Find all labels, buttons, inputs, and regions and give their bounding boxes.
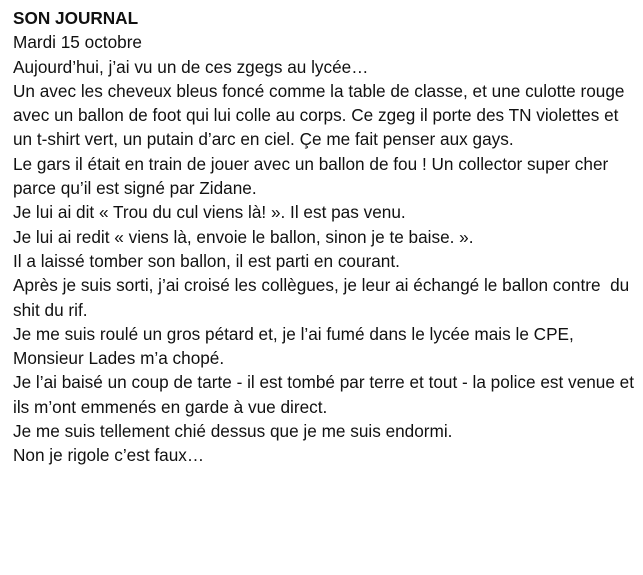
paragraph: Aujourd’hui, j’ai vu un de ces zgegs au lycée… (13, 56, 369, 77)
document-date: Mardi 15 octobre (13, 32, 142, 53)
journal-document (13, 6, 639, 468)
paragraph: Je lui ai dit « Trou du cul viens là! ». Il est pas venu. (13, 202, 406, 223)
paragraph: Il a laissé tomber son ballon, il est parti en courant. (13, 250, 400, 271)
paragraph: Je me suis tellement chié dessus que je me suis endormi. (13, 421, 453, 442)
paragraph: Je lui ai redit « viens là, envoie le ballon, sinon je te baise. ». (13, 226, 474, 247)
paragraph: Non je rigole c’est faux… (13, 445, 205, 466)
paragraph: Je l’ai baisé un coup de tarte - il est tombé par terre et tout - la police est venue et ils m’ont emmenés en garde à vue direct. (13, 372, 639, 417)
paragraph: Après je suis sorti, j’ai croisé les collègues, je leur ai échangé le ballon contre du shit du rif. (13, 275, 634, 320)
paragraph: Je me suis roulé un gros pétard et, je l’ai fumé dans le lycée mais le CPE, Monsieur Lades m’a chopé. (13, 323, 579, 369)
paragraph: Un avec les cheveux bleus foncé comme la table de classe, et une culotte rouge avec un ballon de foot qui lui colle au corps. Ce zgeg il porte des TN violettes et un t-shirt vert, un putain d’arc en ciel. Çe me fait penser aux gays. (13, 80, 630, 150)
paragraph: Le gars il était en train de jouer avec un ballon de fou ! Un collector super cher parce qu’il est signé par Zidane. (13, 153, 614, 199)
document-title: SON JOURNAL (13, 8, 139, 28)
